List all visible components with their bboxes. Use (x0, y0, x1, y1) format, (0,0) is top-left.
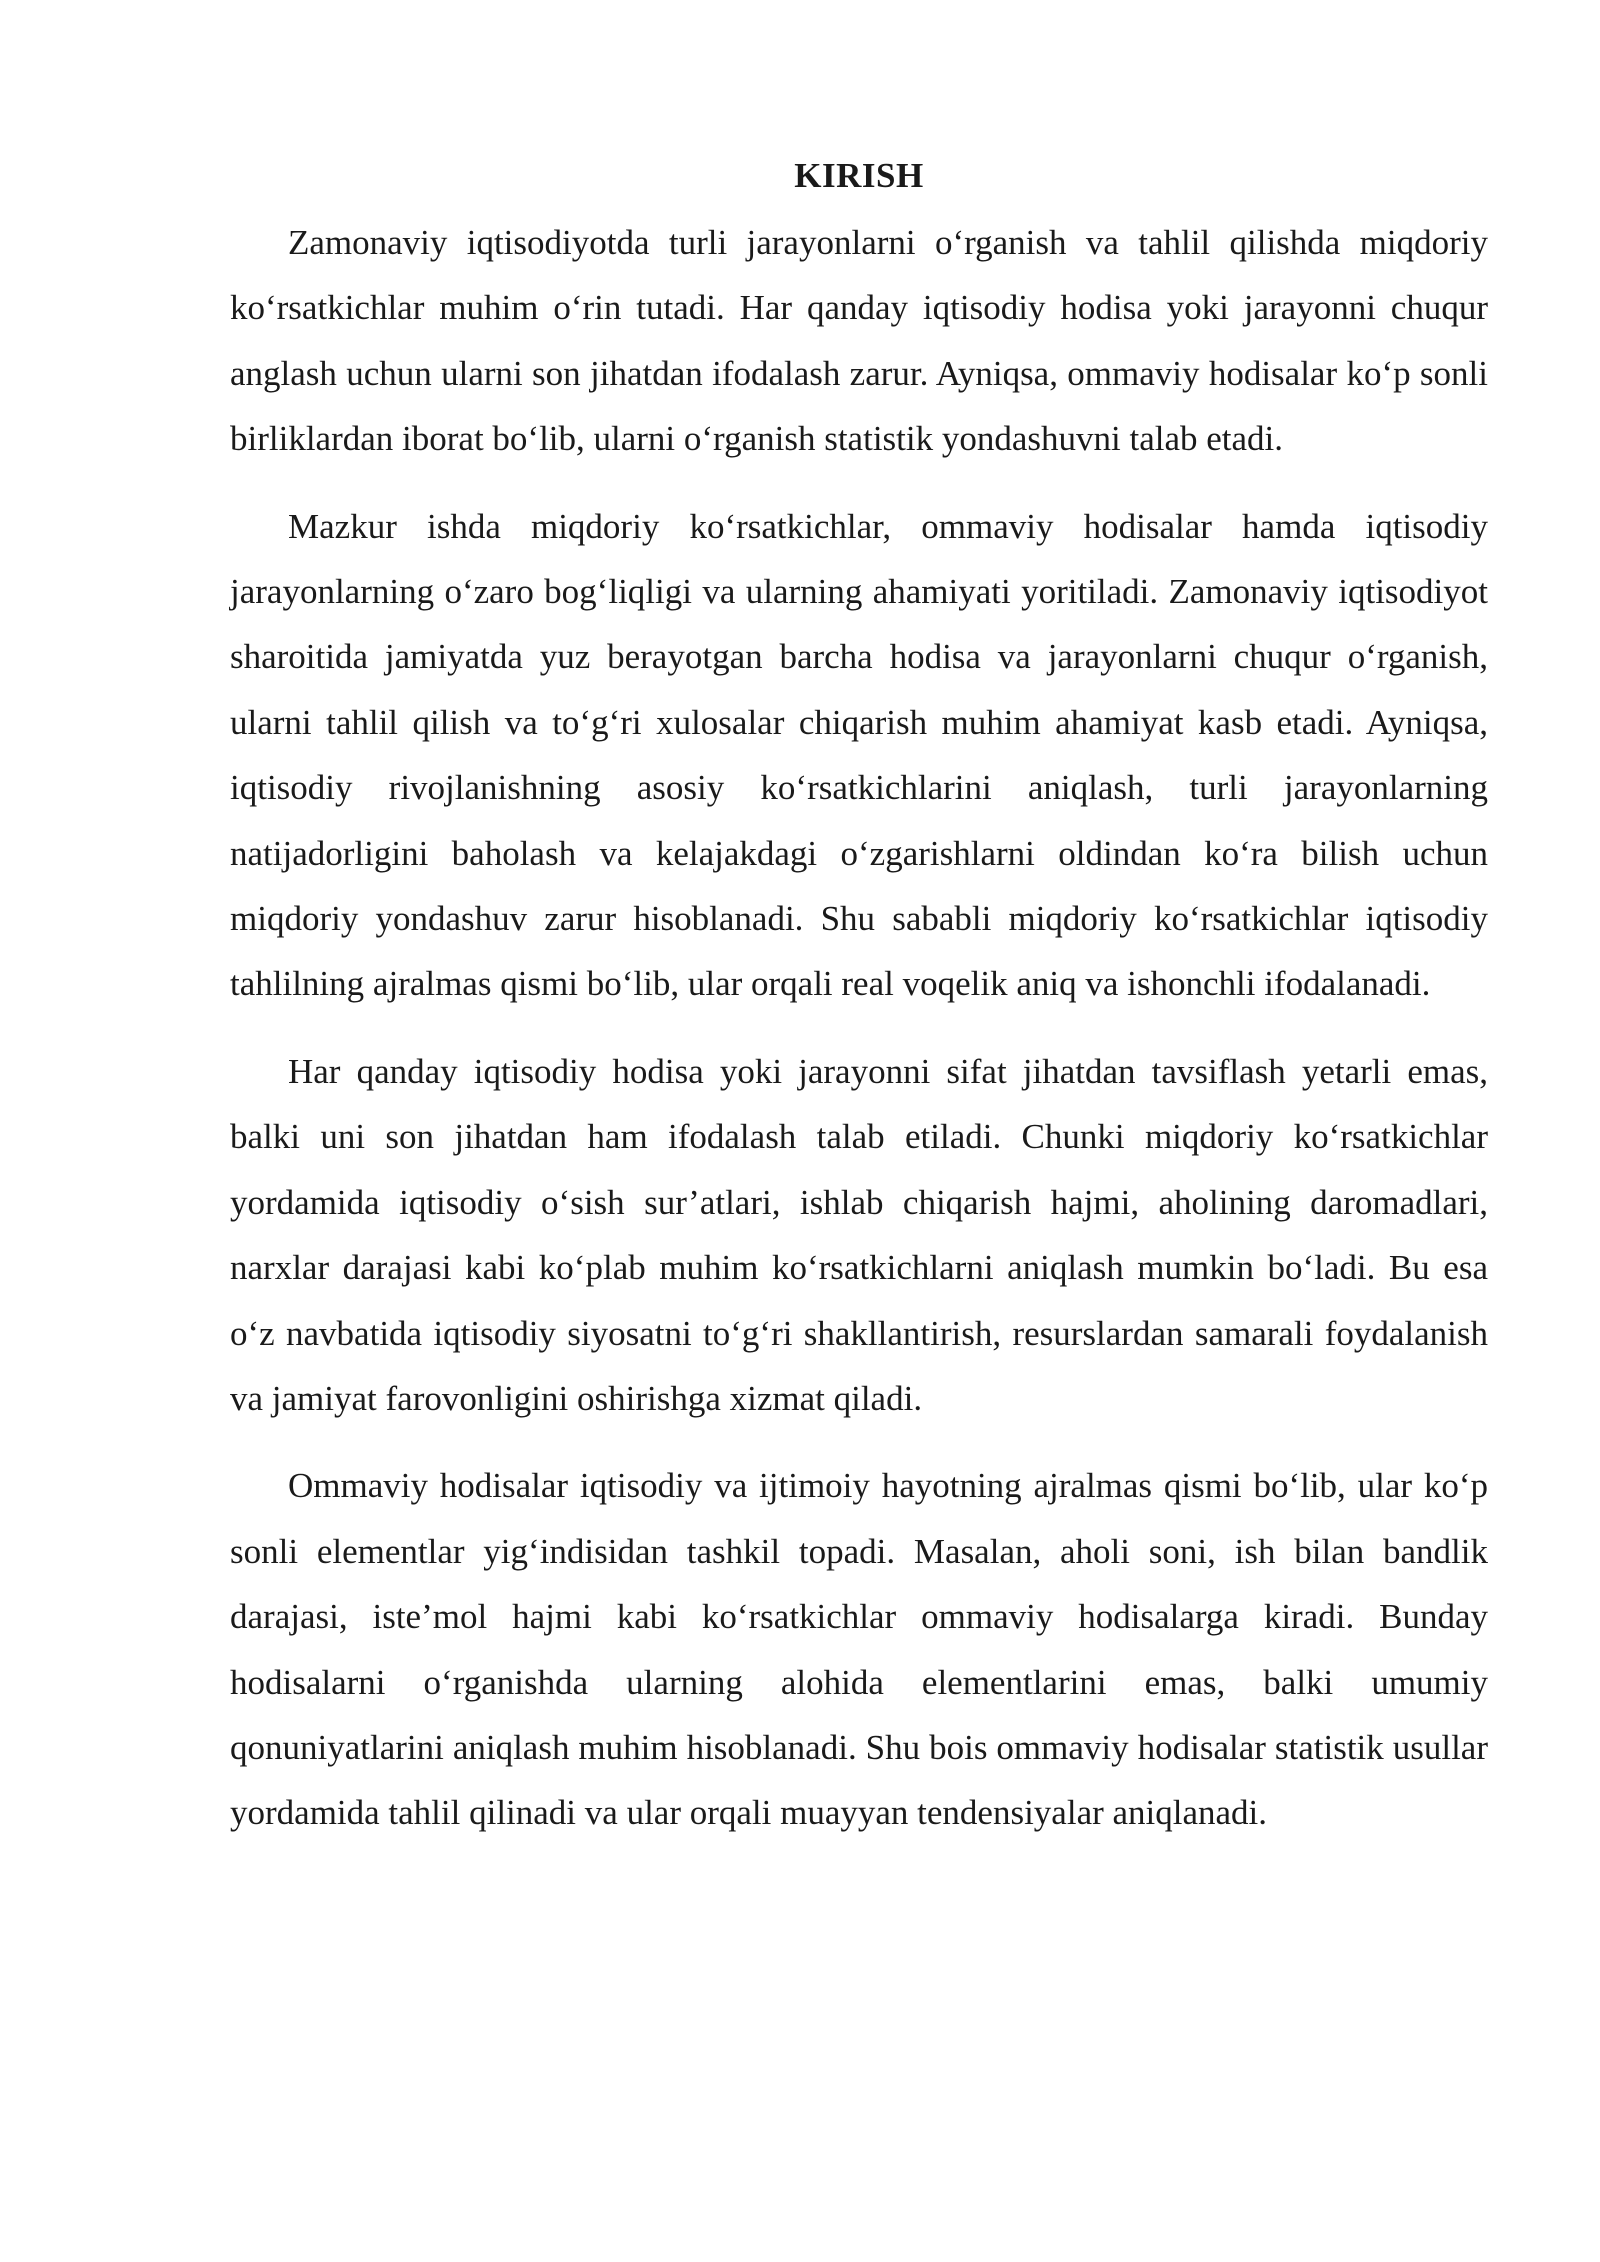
page-title: KIRISH (794, 156, 924, 195)
paragraph-3: Har qanday iqtisodiy hodisa yoki jarayonni sifat jihatdan tavsiflash yetarli emas, balki uni son jihatdan ham ifodalash talab etiladi. Chunki miqdoriy ko‘rsatkichlar yordamida iqtisodiy o‘sish sur’atlari, ishlab chiqarish hajmi, aholining daromadlari, narxlar darajasi kabi ko‘plab muhim ko‘rsatkichlarni aniqlash mumkin bo‘ladi. Bu esa o‘z navbatida iqtisodiy siyosatni to‘g‘ri shakllantirish, resurslardan samarali foydalanish va jamiyat farovonligini oshirishga xizmat qiladi. (230, 1051, 1488, 1418)
document-body (230, 150, 1488, 1868)
paragraph-2: Mazkur ishda miqdoriy ko‘rsatkichlar, ommaviy hodisalar hamda iqtisodiy jarayonlarning o‘zaro bog‘liqligi va ularning ahamiyati yoritiladi. Zamonaviy iqtisodiyot sharoitida jamiyatda yuz berayotgan barcha hodisa va jarayonlarni chuqur o‘rganish, ularni tahlil qilish va to‘g‘ri xulosalar chiqarish muhim ahamiyat kasb etadi. Ayniqsa, iqtisodiy rivojlanishning asosiy ko‘rsatkichlarini aniqlash, turli jarayonlarning natijadorligini baholash va kelajakdagi o‘zgarishlarni oldindan ko‘ra bilish uchun miqdoriy yondashuv zarur hisoblanadi. Shu sababli miqdoriy ko‘rsatkichlar iqtisodiy tahlilning ajralmas qismi bo‘lib, ular orqali real voqelik aniq va ishonchli ifodalanadi. (230, 506, 1488, 1004)
paragraph-1: Zamonaviy iqtisodiyotda turli jarayonlarni o‘rganish va tahlil qilishda miqdoriy ko‘rsatkichlar muhim o‘rin tutadi. Har qanday iqtisodiy hodisa yoki jarayonni chuqur anglash uchun ularni son jihatdan ifodalash zarur. Ayniqsa, ommaviy hodisalar ko‘p sonli birliklardan iborat bo‘lib, ularni o‘rganish statistik yondashuvni talab etadi. (230, 223, 1488, 459)
paragraph-4: Ommaviy hodisalar iqtisodiy va ijtimoiy hayotning ajralmas qismi bo‘lib, ular ko‘p sonli elementlar yig‘indisidan tashkil topadi. Masalan, aholi soni, ish bilan bandlik darajasi, iste’mol hajmi kabi ko‘rsatkichlar ommaviy hodisalarga kiradi. Bunday hodisalarni o‘rganishda ularning alohida elementlarini emas, balki umumiy qonuniyatlarini aniqlash muhim hisoblanadi. Shu bois ommaviy hodisalar statistik usullar yordamida tahlil qilinadi va ular orqali muayyan tendensiyalar aniqlanadi. (230, 1466, 1488, 1833)
